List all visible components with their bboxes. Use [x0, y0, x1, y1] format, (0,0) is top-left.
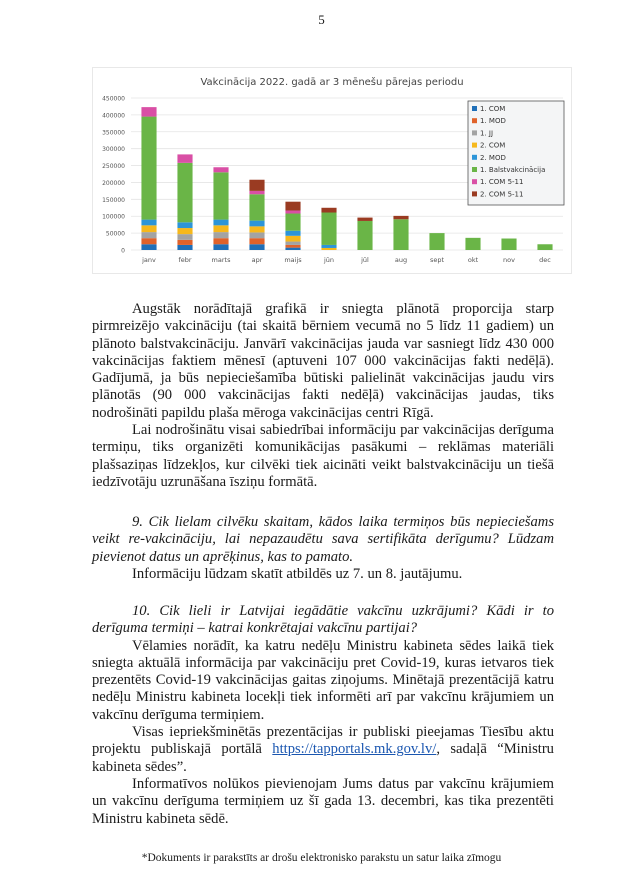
bar-segment	[249, 232, 264, 238]
answer-10-text-after-link: , sadaļā “Ministru kabineta sēdes”.	[92, 741, 554, 775]
vaccination-chart	[92, 67, 572, 274]
bar-segment	[213, 167, 228, 172]
bar-segment	[141, 117, 156, 220]
x-tick-label: janv	[142, 256, 156, 264]
page-number: 5	[318, 12, 325, 27]
legend-label: 2. COM	[480, 141, 506, 150]
bar-segment	[177, 234, 192, 240]
legend-swatch	[472, 155, 477, 160]
body-section-1	[92, 301, 554, 491]
bar-segment	[321, 245, 336, 248]
tapportals-link[interactable]: https://tapportals.mk.gov.lv/	[272, 741, 437, 758]
bar-segment	[141, 220, 156, 226]
legend-label: 2. COM 5-11	[480, 190, 524, 199]
y-tick-label: 50000	[105, 230, 125, 238]
legend-swatch	[472, 191, 477, 196]
question-9-section	[92, 514, 554, 583]
legend-swatch	[472, 143, 477, 148]
x-tick-label: febr	[178, 256, 192, 264]
bar-segment	[213, 172, 228, 219]
legend-swatch	[472, 167, 477, 172]
x-tick-label: nov	[503, 256, 515, 264]
answer-10-text-before-link: Visas iepriekšminētās prezentācijas ir publiski pieejamas Tiesību aktu projektu publiskajā portālā	[92, 724, 554, 758]
bar-segment	[285, 236, 300, 242]
legend-label: 1. MOD	[480, 117, 506, 126]
answer-10-paragraph-3: Informatīvos nolūkos pievienojam Jums datus par vakcīnu krājumiem un vakcīnu derīguma termiņiem uz šī gada 13. decembri, kas tika prezentēti Ministru kabineta sēdē.	[92, 775, 554, 827]
bar-segment	[213, 244, 228, 250]
bar-segment	[357, 221, 372, 250]
bar-segment	[141, 225, 156, 232]
bar-segment	[357, 218, 372, 221]
bar-segment	[393, 219, 408, 250]
chart-svg	[93, 68, 571, 273]
bar-segment	[249, 226, 264, 232]
question-9: 9. Cik lielam cilvēku skaitam, kādos laika termiņos būs nepieciešams veikt re-vakcināciju, lai nepazaudētu sava sertifikāta derīgumu? Lūdzam pievienot datus un aprēķinus, kas to pamato.	[92, 514, 554, 565]
x-tick-label: aug	[394, 256, 408, 264]
x-tick-label: sept	[429, 256, 445, 264]
y-tick-label: 0	[121, 247, 125, 255]
bar-segment	[213, 238, 228, 244]
y-tick-label: 250000	[102, 163, 125, 171]
bar-segment	[285, 245, 300, 248]
y-tick-label: 300000	[102, 146, 125, 154]
bar-segment	[285, 248, 300, 250]
bar-segment	[501, 239, 516, 250]
bar-segment	[141, 232, 156, 238]
x-tick-label: dec	[539, 256, 551, 264]
x-tick-label: okt	[467, 256, 479, 264]
bar-segment	[285, 242, 300, 245]
x-tick-label: jūn	[323, 256, 335, 264]
legend-swatch	[472, 118, 477, 123]
bar-segment	[537, 244, 552, 250]
answer-10-paragraph-1: Vēlamies norādīt, ka katru nedēļu Ministru kabineta sēdes laikā tiek sniegta aktuālā informācija par vakcināciju pret Covid-19, kuras ietvaros tiek prezentēts Covid-19 vakcinācijas gaitas ziņojums. Minētajā prezentācijā katru nedēļu Ministru kabineta locekļi tiek informēti arī par vakcīnu krājumiem un vakcīnu derīguma termiņiem.	[92, 637, 554, 723]
y-tick-label: 350000	[102, 129, 125, 137]
chart-title: Vakcinācija 2022. gadā ar 3 mēnešu pārejas periodu	[200, 77, 464, 88]
legend-swatch	[472, 130, 477, 135]
legend-label: 1. COM 5-11	[480, 178, 524, 187]
bar-segment	[213, 220, 228, 226]
x-tick-label: apr	[251, 256, 263, 264]
chart-legend	[468, 101, 564, 205]
answer-10-paragraph-2	[92, 724, 554, 776]
bar-segment	[249, 191, 264, 194]
legend-label: 1. Balstvakcinācija	[480, 166, 546, 174]
bar-segment	[141, 107, 156, 116]
bar-segment	[177, 154, 192, 162]
y-tick-label: 400000	[102, 112, 125, 120]
y-tick-label: 100000	[102, 213, 125, 221]
bar-segment	[213, 232, 228, 238]
bar-segment	[285, 210, 300, 213]
bar-segment	[249, 221, 264, 227]
paragraph-communication: Lai nodrošinātu visai sabiedrībai informāciju par vakcinācijas derīguma termiņu, tiks organizēti komunikācijas pasākumi – reklāmas materiāli plašsaziņas līdzekļos, kur cilvēki tiek aicināti veikt balstvakcināciju un tiešā iedzīvotāju uzrunāšana īsziņu formātā.	[92, 422, 554, 490]
bar-segment	[465, 238, 480, 250]
x-tick-label: jūl	[361, 256, 369, 264]
legend-label: 1. COM	[480, 105, 506, 113]
legend-label: 2. MOD	[480, 153, 506, 162]
answer-9: Informāciju lūdzam skatīt atbildēs uz 7. un 8. jautājumu.	[132, 565, 463, 582]
bar-segment	[249, 180, 264, 191]
bar-segment	[321, 248, 336, 250]
bar-segment	[285, 231, 300, 236]
x-tick-label: maijs	[284, 256, 302, 264]
y-tick-label: 200000	[102, 179, 125, 187]
question-10: 10. Cik lieli ir Latvijai iegādātie vakcīnu uzkrājumi? Kādi ir to derīguma termiņi – katrai konkrētajai vakcīnu partijai?	[92, 603, 554, 637]
y-tick-label: 150000	[102, 196, 125, 204]
bar-segment	[393, 216, 408, 219]
bar-segment	[177, 163, 192, 222]
paragraph-chart-description: Augstāk norādītajā grafikā ir sniegta plānotā proporcija starp pirmreizējo vakcināciju (tai skaitā bērniem vecumā no 5 līdz 11 gadiem) un plānoto balstvakcināciju. Janvārī vakcinācijas jauda var sasniegt līdz 430 000 vakcinācijas faktiem mēnesī (aptuveni 107 000 vakcinācijas fakti nedēļā). Gadījumā, ja būs nepieciešamība būtiski palielināt vakcinācijas jaudu virs plānotās (90 000 vakcinācijas fakti nedēļā) vakcinācijas jaudas, tiks nodrošināti papildu plaša mēroga vakcinācijas centri Rīgā.	[92, 301, 554, 421]
bar-segment	[321, 208, 336, 213]
legend-swatch	[472, 106, 477, 111]
bar-segment	[213, 225, 228, 232]
bar-segment	[177, 222, 192, 228]
bar-segment	[249, 194, 264, 220]
bar-segment	[177, 228, 192, 234]
bar-segment	[321, 213, 336, 245]
legend-label: 1. JJ	[480, 129, 494, 138]
bar-segment	[429, 233, 444, 250]
question-10-section	[92, 603, 554, 828]
bar-segment	[285, 202, 300, 211]
bar-segment	[177, 240, 192, 245]
bar-segment	[141, 238, 156, 244]
bar-segment	[285, 214, 300, 231]
signature-footnote: *Dokuments ir parakstīts ar drošu elektronisko parakstu un satur laika zīmogu	[141, 852, 502, 864]
y-tick-label: 450000	[102, 95, 125, 103]
bar-segment	[249, 244, 264, 250]
bar-segment	[177, 245, 192, 250]
legend-swatch	[472, 179, 477, 184]
bar-segment	[249, 238, 264, 244]
x-tick-label: marts	[211, 256, 231, 264]
bar-segment	[141, 244, 156, 250]
